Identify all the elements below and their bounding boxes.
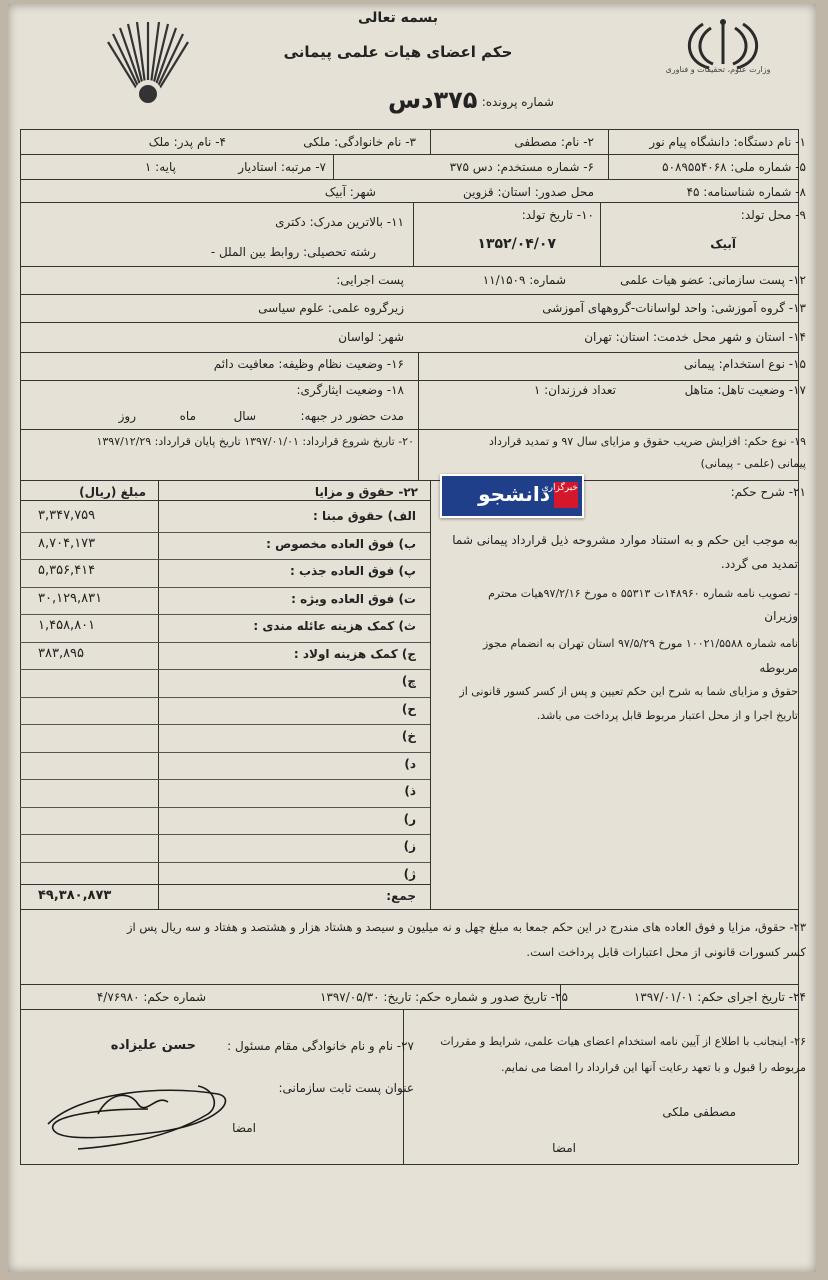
salary-item-amount: ۸,۷۰۴,۱۷۳ — [38, 535, 96, 551]
salary-item-label: ر) — [403, 811, 416, 826]
handwritten-signature-icon — [38, 1054, 238, 1164]
salary-item-label: ذ) — [404, 784, 416, 798]
salary-item-label: ز) — [403, 839, 416, 853]
issue-place-field: محل صدور: استان: قزوین — [463, 185, 594, 199]
contract-dates-field: ۲۰- تاریخ شروع قرارداد: ۱۳۹۷/۰۱/۰۱ تاریخ پایان قرارداد: ۱۳۹۷/۱۲/۲۹ — [96, 435, 414, 448]
news-agency-watermark — [440, 474, 584, 518]
order-number-field: شماره حکم: ۴/۷۶۹۸۰ — [96, 990, 206, 1004]
decree-document — [8, 4, 816, 1272]
description-line: وزیران — [764, 609, 798, 623]
acceptance-text: ۲۶- اینجانب با اطلاع از آیین نامه استخدام اعضای هیات علمی، شرایط و مقررات — [440, 1035, 806, 1048]
issue-date-field: ۲۵- تاریخ صدور و شماره حکم: تاریخ: ۱۳۹۷/۰۵/۳۰ — [319, 990, 568, 1004]
salary-item-label: ت) فوق العاده ویژه : — [291, 591, 416, 606]
salary-item-amount: ۳,۳۴۷,۷۵۹ — [38, 508, 96, 523]
amount-in-words: ۲۳- حقوق، مزایا و فوق العاده های مندرج در این حکم جمعا به مبلغ چهل و نه میلیون و سیصد و هشتاد هزار و هشتصد و هفتاد و سه ریال پس از — [126, 920, 806, 934]
grade-field: پایه: ۱ — [144, 160, 176, 174]
family-name-field: ۳- نام خانوادگی: ملکی — [303, 135, 416, 149]
post-number-field: شماره: ۱۱/۱۵۰۹ — [482, 273, 566, 287]
salary-item-amount: ۵,۳۵۶,۴۱۴ — [38, 563, 96, 578]
military-status-field: ۱۶- وضعیت نظام وظیفه: معافیت دائم — [213, 357, 404, 371]
salary-item-label: پ) فوق العاده جذب : — [290, 564, 416, 578]
dob-label: ۱۰- تاریخ تولد: — [521, 208, 594, 222]
first-name-field: ۲- نام: مصطفی — [514, 135, 594, 149]
description-line: تمدید می گردد. — [720, 557, 798, 571]
service-location-field: ۱۴- استان و شهر محل خدمت: استان: تهران — [584, 330, 806, 344]
employment-type-field: ۱۵- نوع استخدام: پیمانی — [683, 357, 806, 371]
bismillah: بسمه تعالی — [357, 10, 439, 26]
salary-item-label: خ) — [401, 729, 416, 743]
official-name: حسن علیزاده — [110, 1038, 196, 1053]
official-name-label: ۲۷- نام و نام خانوادگی مقام مسئول : — [227, 1039, 414, 1053]
birthplace-value: آبیک — [710, 237, 736, 251]
salary-item-amount: ۱,۴۵۸,۸۰۱ — [38, 618, 96, 633]
children-count-field: تعداد فرزندان: ۱ — [533, 383, 616, 397]
execution-date-field: ۲۴- تاریخ اجرای حکم: ۱۳۹۷/۰۱/۰۱ — [633, 990, 806, 1004]
birth-cert-field: ۸- شماره شناسنامه: ۴۵ — [686, 185, 806, 199]
order-type-field: ۱۹- نوع حکم: افزایش ضریب حقوق و مزایای سال ۹۷ و تمدید قرارداد — [489, 435, 806, 448]
employee-name: مصطفی ملکی — [662, 1105, 736, 1119]
description-label: ۲۱- شرح حکم: — [730, 485, 806, 499]
salary-item-label: ج) کمک هزینه اولاد : — [293, 646, 416, 661]
front-years: سال — [233, 409, 256, 423]
field-of-study: رشته تحصیلی: روابط بین الملل - — [210, 245, 376, 259]
description-line: حقوق و مزایای شما به شرح این حکم تعیین و پس از کسر کسور قانونی از — [459, 685, 798, 698]
file-number: ۳۷۵دس — [388, 86, 478, 114]
salary-item-label: د) — [404, 756, 416, 771]
dob-value: ۱۳۵۲/۰۴/۰۷ — [477, 236, 556, 252]
acceptance-text-continued: مربوطه را قبول و با تعهد رعایت آنها این قرارداد را امضا می نمایم. — [501, 1061, 806, 1074]
front-duration-field: مدت حضور در جبهه: — [300, 409, 404, 423]
salary-item-amount: ۳۸۳,۸۹۵ — [38, 645, 85, 661]
department-field: ۱۳- گروه آموزشی: واحد لواسانات-گروههای آموزشی — [542, 301, 806, 315]
salary-item-label: ث) کمک هزینه عائله مندی : — [253, 619, 416, 633]
father-name-field: ۴- نام پدر: ملک — [148, 135, 226, 149]
watermark-brand: دانشجو — [478, 482, 550, 506]
salary-item-label: ژ) — [403, 866, 416, 881]
description-line: مربوطه — [759, 661, 798, 675]
university-field: ۱- نام دستگاه: دانشگاه پیام نور — [649, 135, 806, 149]
salary-total-amount: ۴۹,۳۸۰,۸۷۳ — [38, 888, 112, 903]
emblem-caption: وزارت علوم، تحقیقات و فناوری — [665, 65, 771, 74]
subgroup-field: زیرگروه علمی: علوم سیاسی — [258, 301, 404, 315]
official-post-label: عنوان پست ثابت سازمانی: — [278, 1081, 414, 1095]
amount-in-words-continued: کسر کسورات قانونی از محل اعتبارات قابل پرداخت است. — [526, 945, 806, 959]
employee-number-field: ۶- شماره مستخدم: دس ۳۷۵ — [449, 160, 594, 174]
salary-item-label: چ) — [401, 674, 416, 688]
front-days: روز — [118, 409, 136, 423]
salary-total-label: جمع: — [386, 889, 416, 903]
order-type-continued: پیمانی (علمی - پیمانی) — [700, 457, 806, 470]
description-line: به موجب این حکم و به استناد موارد مشروحه ذیل قرارداد پیمانی شما — [452, 533, 798, 547]
degree-field: ۱۱- بالاترین مدرک: دکتری — [275, 215, 404, 229]
page-title: حکم اعضای هیات علمی پیمانی — [283, 43, 513, 61]
front-months: ماه — [179, 409, 196, 423]
description-line: - تصویب نامه شماره ۱۴۸۹۶۰ت ۵۵۳۱۳ ه مورخ ۹۷/۲/۱۶هیات محترم — [488, 587, 798, 600]
watermark-tag: خبرگزاری — [554, 482, 578, 508]
service-city-field: شهر: لواسان — [338, 330, 404, 344]
marital-status-field: ۱۷- وضعیت تاهل: متاهل — [684, 383, 806, 397]
exec-post-field: پست اجرایی: — [336, 273, 404, 287]
issue-city-field: شهر: آبیک — [324, 185, 376, 199]
rank-field: ۷- مرتبه: استادیار — [238, 160, 326, 174]
university-logo-icon — [103, 22, 193, 112]
salary-item-label: الف) حقوق مبنا : — [313, 509, 416, 523]
birthplace-label: ۹- محل تولد: — [740, 208, 806, 222]
salary-item-label: ب) فوق العاده مخصوص : — [266, 536, 416, 551]
employee-signature-label: امضا — [552, 1141, 576, 1155]
official-signature-label: امضا — [232, 1121, 256, 1135]
veteran-status-field: ۱۸- وضعیت ایثارگری: — [296, 383, 404, 397]
file-number-label: شماره پرونده: — [481, 95, 554, 109]
post-field: ۱۲- پست سازمانی: عضو هیات علمی — [620, 273, 806, 287]
salary-header-amount: مبلغ (ریال) — [79, 485, 146, 499]
description-line: نامه شماره ۱۰۰۲۱/۵۵۸۸ مورخ ۹۷/۵/۲۹ استان تهران به انضمام مجوز — [483, 637, 798, 650]
salary-header-label: ۲۲- حقوق و مزایا — [314, 485, 418, 499]
national-id-field: ۵- شماره ملی: ۵۰۸۹۵۵۴۰۶۸ — [662, 160, 806, 174]
salary-item-label: ح) — [401, 701, 416, 716]
description-line: تاریخ اجرا و از محل اعتبار مربوط قابل پرداخت می باشد. — [536, 709, 798, 722]
salary-item-amount: ۳۰,۱۲۹,۸۳۱ — [38, 590, 103, 606]
